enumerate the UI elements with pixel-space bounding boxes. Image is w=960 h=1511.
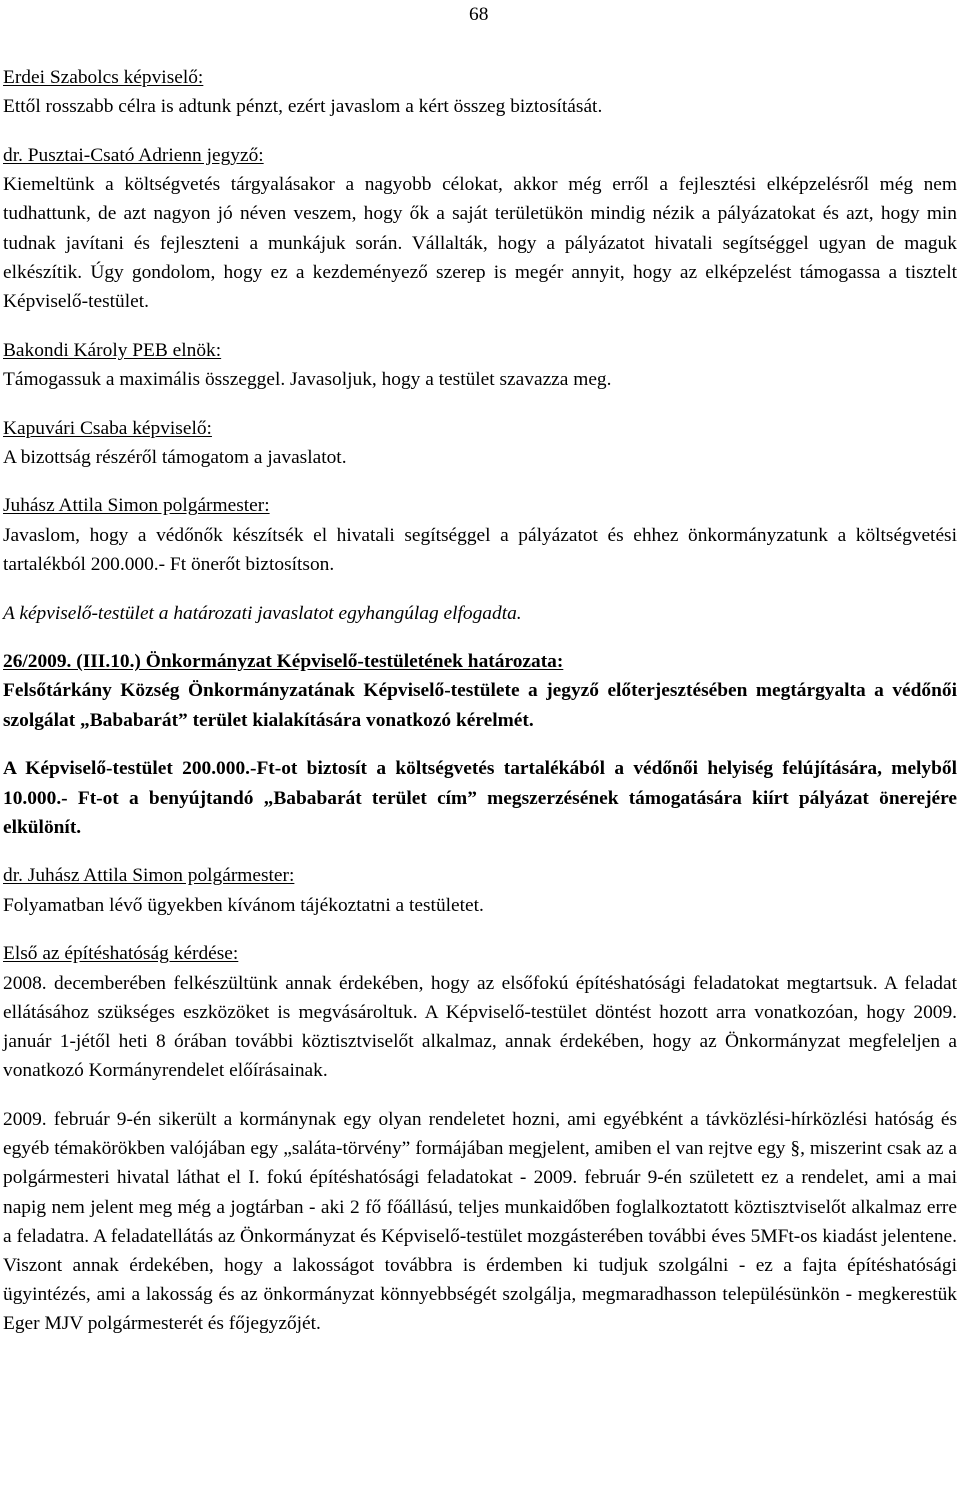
- resolution-intro: Felsőtárkány Község Önkormányzatának Képviselő-testülete a jegyző előterjesztésében megtárgyalta a védőnői szolgálat „Bababarát” terület kialakítására vonatkozó kérelmét.: [3, 680, 957, 731]
- speaker-label: Bakondi Károly PEB elnök:: [3, 339, 222, 361]
- topic-text: 2008. decemberében felkészültünk annak érdekében, hogy az elsőfokú építéshatósági feladatokat megtartsuk. A feladat ellátásához szükséges eszközöket is megvásároltuk. A Képviselő-testület döntést hozott arra vonatkozóan, hogy 2009. január 1-jétől heti 8 órában további köztisztviselőt alkalmaz, annak érdekében, hogy az Önkormányzat megfeleljen a vonatkozó Kormányrendelet előírásainak.: [3, 972, 957, 1082]
- speaker-label: Erdei Szabolcs képviselő:: [3, 67, 204, 88]
- speech-block: [3, 336, 957, 394]
- speech-block: [3, 63, 957, 121]
- topic-heading: Első az építéshatóság kérdése:: [3, 943, 239, 965]
- speech-text: Támogassuk a maximális összeggel. Javasoljuk, hogy a testület szavazza meg.: [3, 368, 612, 390]
- topic-block: [3, 939, 957, 1085]
- speech-block: [3, 414, 957, 472]
- speech-text: Folyamatban lévő ügyekben kívánom tájékoztatni a testületet.: [3, 894, 484, 916]
- speaker-label: Kapuvári Csaba képviselő:: [3, 417, 212, 439]
- speech-block: [3, 861, 957, 919]
- page-number: 68: [469, 4, 489, 25]
- resolution-heading: 26/2009. (III.10.) Önkormányzat Képviselő-testületének határozata:: [3, 651, 564, 673]
- speaker-label: dr. Pusztai-Csató Adrienn jegyző:: [3, 144, 264, 166]
- resolution-block: [3, 647, 957, 842]
- speech-text: Kiemeltünk a költségvetés tárgyalásakor a nagyobb célokat, akkor még erről a fejlesztési elképzelésről még nem tudhattunk, de azt nagyon jó néven veszem, hogy ők a saját területükön mindig nézik a pályázatokat és azt, hogy min tudnak javítani és fejleszteni a munkájuk során. Vállalták, hogy a pályázatot hivatali segítséggel ugyan de maguk elkészítik. Úgy gondolom, hogy ez a kezdeményező szerep is megér annyit, hogy az elképzelést támogassa a tisztelt Képviselő-testület.: [3, 174, 957, 312]
- closing-paragraph: 2009. február 9-én sikerült a kormánynak egy olyan rendeletet hozni, ami egyébként a távközlési-hírközlési hatóság és egyéb témakörökben valójában egy „saláta-törvény” formájában megjelent, amiben el van rejtve egy §, miszerint csak az a polgármesteri hivatal láthat el I. fokú építéshatósági feladatokat - 2009. február 9-én született ez a rendelet, ami a mai napig nem jelent meg még a jogtárban - aki 2 fő főállású, teljes munkaidőben foglalkoztatott köztisztviselőt alkalmaz erre a feladatra. A feladatellátás az Önkormányzat és Képviselő-testület mozgásterében további éves 5MFt-os kiadást jelentene. Viszont annak érdekében, hogy a lakosságot továbbra is érdemben ki tudjuk szolgálni - ez a fajta építéshatósági ügyintézés, ami a lakosság és az önkormányzat könnyebbségét szolgálja, megmaradhasson településünkön - megkerestük Eger MJV polgármesterét és főjegyzőjét.: [3, 1108, 957, 1335]
- resolution-decision: A Képviselő-testület 200.000.-Ft-ot biztosít a költségvetés tartalékából a védőnői helyiség felújítására, melyből 10.000.- Ft-ot a benyújtandó „Bababarát terület cím” megszerzésének támogatására kiírt pályázat önerejére elkülönít.: [3, 758, 957, 838]
- speech-text: Javaslom, hogy a védőnők készítsék el hivatali segítséggel a pályázatot és ehhez önkormányzatunk a költségvetési tartalékból 200.000.- Ft önerőt biztosítson.: [3, 524, 957, 575]
- speech-text: A bizottság részéről támogatom a javaslatot.: [3, 446, 347, 468]
- speech-block: [3, 491, 957, 579]
- vote-result: A képviselő-testület a határozati javaslatot egyhangúlag elfogadta.: [3, 602, 522, 624]
- document-body: [3, 63, 957, 1339]
- speaker-label: Juhász Attila Simon polgármester:: [3, 495, 270, 517]
- speech-block: [3, 141, 957, 316]
- speech-text: Ettől rosszabb célra is adtunk pénzt, ezért javaslom a kért összeg biztosítását.: [3, 96, 603, 118]
- speaker-label: dr. Juhász Attila Simon polgármester:: [3, 865, 295, 887]
